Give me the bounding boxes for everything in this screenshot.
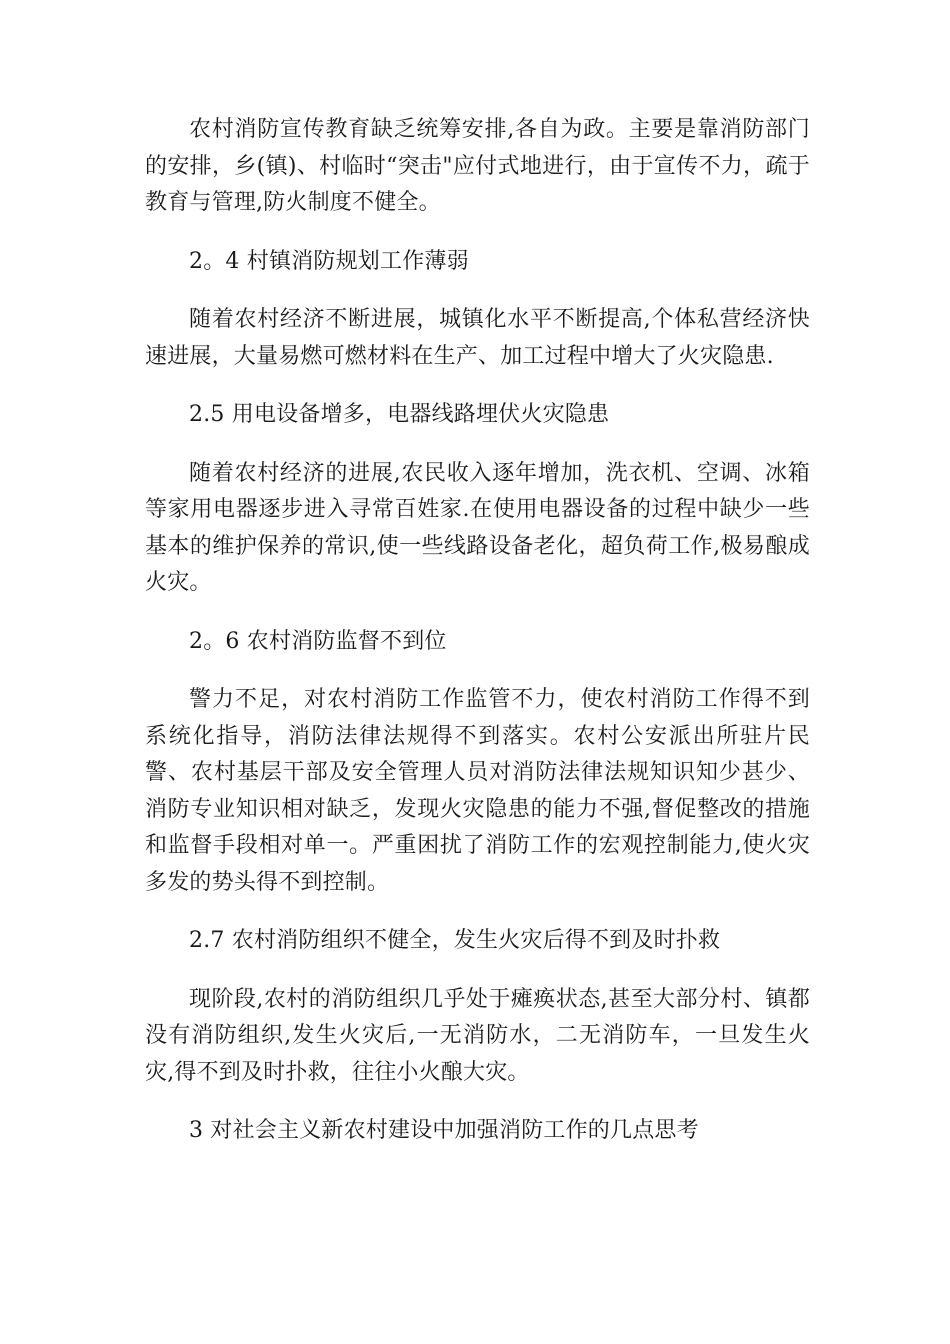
section-heading: 2.7 农村消防组织不健全，发生火灾后得不到及时扑救 bbox=[189, 928, 721, 953]
body-paragraph: 警力不足，对农村消防工作监管不力，使农村消防工作得不到系统化指导，消防法律法规得不到落实。农村公安派出所驻片民警、农村基层干部及安全管理人员对消防法律法规知识知少甚少、消防专业知识相对缺乏，发现火灾隐患的能力不强,督促整改的措施和监督手段相对单一。严重困扰了消防工作的宏观控制能力,使火灾多发的势头得不到控制。 bbox=[145, 687, 810, 895]
section-heading: 2.5 用电设备增多，电器线路埋伏火灾隐患 bbox=[189, 402, 610, 427]
body-paragraph: 现阶段,农村的消防组织几乎处于瘫痪状态,甚至大部分村、镇都没有消防组织,发生火灾后,一无消防水，二无消防车，一旦发生火灾,得不到及时扑救，往往小火酿大灾。 bbox=[145, 986, 810, 1085]
section-heading: 2。6 农村消防监督不到位 bbox=[189, 628, 447, 654]
section-heading: 2。4 村镇消防规划工作薄弱 bbox=[189, 248, 469, 274]
document-body bbox=[145, 112, 810, 1172]
body-paragraph: 随着农村经济的进展,农民收入逐年增加，洗衣机、空调、冰箱等家用电器逐步进入寻常百姓家.在使用电器设备的过程中缺少一些基本的维护保养的常识,使一些线路设备老化，超负荷工作,极易酿成火灾。 bbox=[145, 460, 810, 595]
body-paragraph: 随着农村经济不断进展，城镇化水平不断提高,个体私营经济快速进展，大量易燃可燃材料在生产、加工过程中增大了火灾隐患. bbox=[145, 307, 810, 369]
body-paragraph: 农村消防宣传教育缺乏统筹安排,各自为政。主要是靠消防部门的安排，乡(镇)、村临时“突击"应付式地进行，由于宣传不力，疏于教育与管理,防火制度不健全。 bbox=[145, 117, 810, 215]
section-heading: 3 对社会主义新农村建设中加强消防工作的几点思考 bbox=[189, 1118, 699, 1143]
